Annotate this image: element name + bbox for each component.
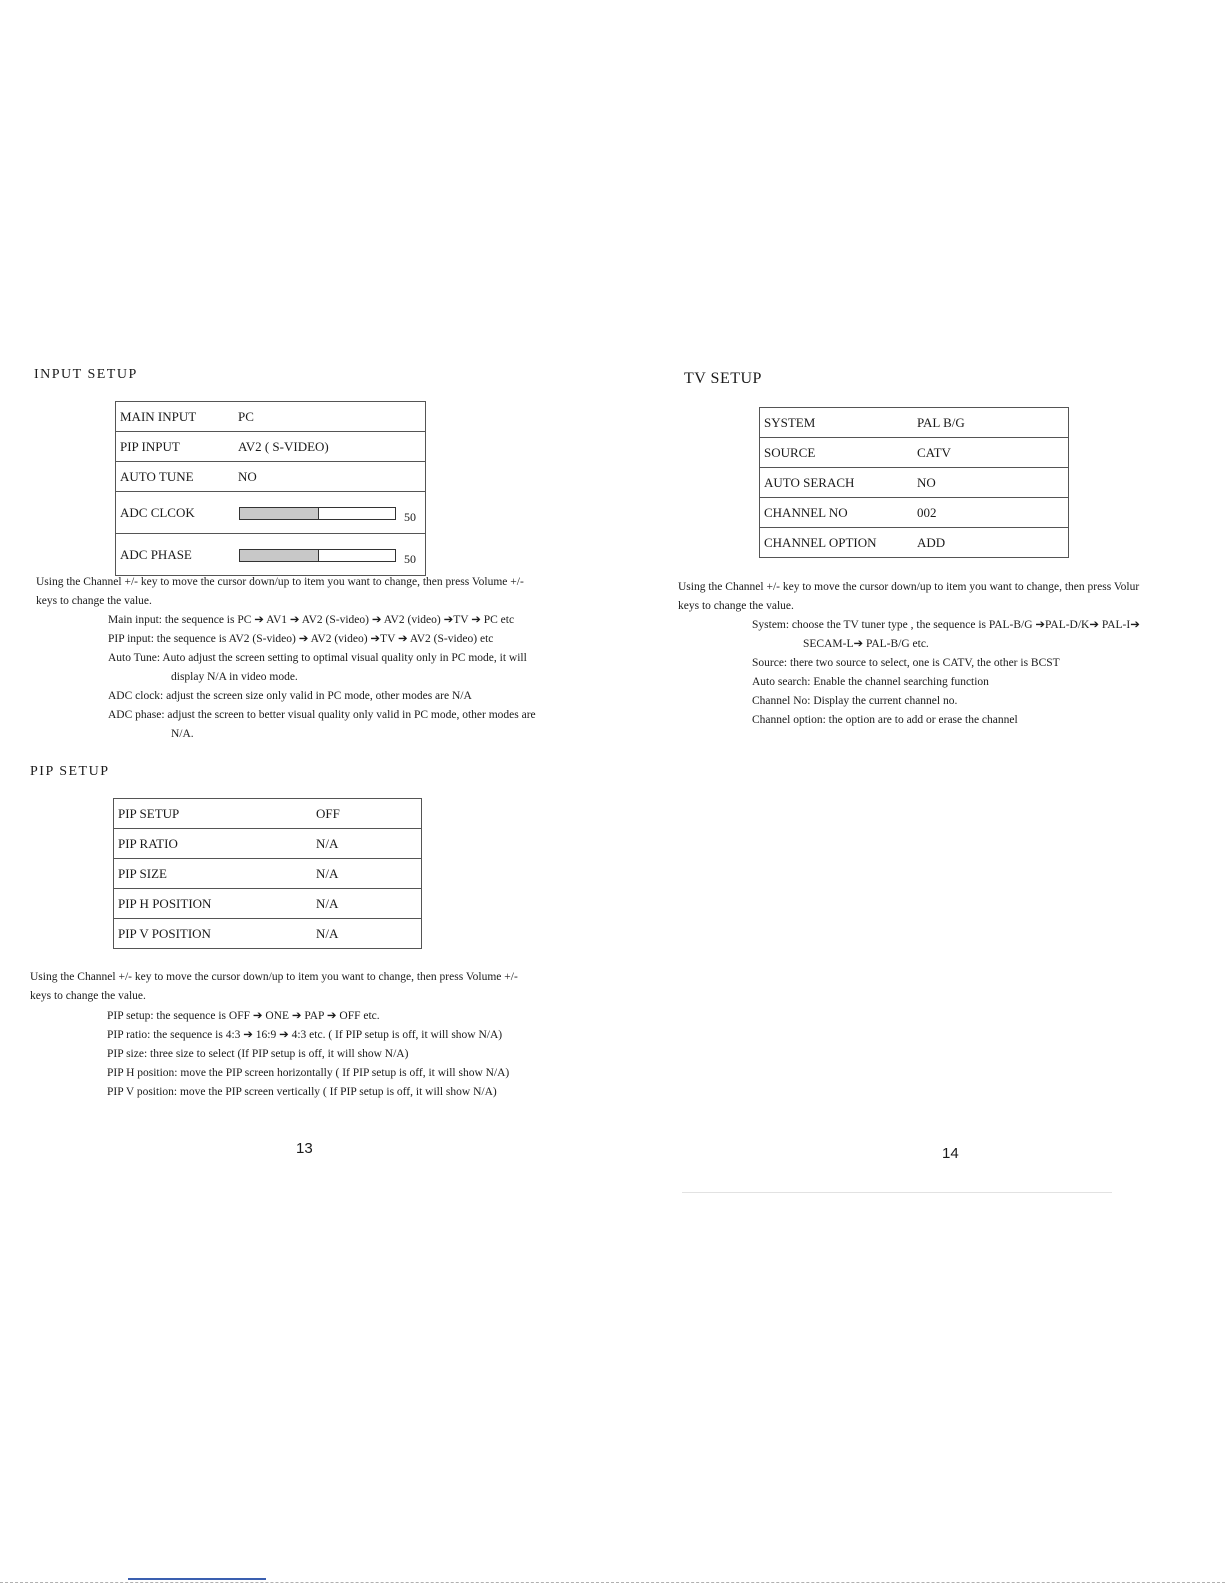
table-row <box>116 432 426 462</box>
slider-value: 50 <box>404 551 416 566</box>
tv-setup-table <box>759 407 1069 558</box>
table-row <box>114 829 422 859</box>
row-value: N/A <box>312 919 422 949</box>
table-row <box>116 534 426 576</box>
row-value: N/A <box>312 889 422 919</box>
list-item: ADC phase: adjust the screen to better visual quality only valid in PC mode, other modes are <box>108 709 536 721</box>
row-label: PIP RATIO <box>114 829 313 859</box>
row-label: PIP SIZE <box>114 859 313 889</box>
list-item: PIP ratio: the sequence is 4:3 ➔ 16:9 ➔ 4:3 etc. ( If PIP setup is off, it will show N/A) <box>107 1029 503 1041</box>
list-item: Auto Tune: Auto adjust the screen setting to optimal visual quality only in PC mode, it will <box>108 652 527 664</box>
slider-fill <box>240 550 319 561</box>
list-item: PIP setup: the sequence is OFF ➔ ONE ➔ PAP ➔ OFF etc. <box>107 1010 380 1022</box>
table-row <box>760 438 1069 468</box>
table-row <box>760 498 1069 528</box>
page-number: 14 <box>942 1145 959 1162</box>
row-label: ADC PHASE <box>116 534 235 576</box>
row-value: N/A <box>312 859 422 889</box>
input-setup-heading: INPUT SETUP <box>34 367 138 382</box>
row-label: CHANNEL NO <box>760 498 914 528</box>
row-label: SYSTEM <box>760 408 914 438</box>
pip-setup-descriptions <box>107 1007 577 1102</box>
list-item: Channel option: the option are to add or erase the channel <box>752 714 1018 726</box>
table-row <box>114 799 422 829</box>
table-row <box>116 402 426 432</box>
list-item: ADC clock: adjust the screen size only valid in PC mode, other modes are N/A <box>108 690 472 702</box>
intro-line: Using the Channel +/- key to move the cursor down/up to item you want to change, then press Volume +/- <box>30 971 518 983</box>
input-setup-table <box>115 401 426 576</box>
list-item: N/A. <box>171 728 194 740</box>
page-divider <box>682 1192 1112 1193</box>
intro-line: Using the Channel +/- key to move the cursor down/up to item you want to change, then press Volume +/- <box>36 576 524 588</box>
intro-line: keys to change the value. <box>36 595 152 607</box>
row-value: NO <box>234 462 426 492</box>
row-value: AV2 ( S-VIDEO) <box>234 432 426 462</box>
table-row <box>760 408 1069 438</box>
row-value <box>234 492 426 534</box>
row-value: NO <box>913 468 1069 498</box>
row-value: N/A <box>312 829 422 859</box>
intro-line: keys to change the value. <box>678 600 794 612</box>
pip-setup-table <box>113 798 422 949</box>
row-label: ADC CLCOK <box>116 492 235 534</box>
row-value: PAL B/G <box>913 408 1069 438</box>
input-setup-descriptions <box>108 611 578 744</box>
input-setup-intro <box>36 573 591 611</box>
row-label: PIP INPUT <box>116 432 235 462</box>
list-item: PIP size: three size to select (If PIP setup is off, it will show N/A) <box>107 1048 409 1060</box>
row-label: CHANNEL OPTION <box>760 528 914 558</box>
intro-line: keys to change the value. <box>30 990 146 1002</box>
tv-setup-heading: TV SETUP <box>684 370 762 387</box>
list-item: Source: there two source to select, one is CATV, the other is BCST <box>752 657 1060 669</box>
list-item: display N/A in video mode. <box>171 671 298 683</box>
table-row <box>116 462 426 492</box>
row-label: SOURCE <box>760 438 914 468</box>
right-page <box>612 0 1225 1585</box>
scan-edge-mark <box>128 1578 266 1580</box>
row-value: CATV <box>913 438 1069 468</box>
list-item: Auto search: Enable the channel searching function <box>752 676 989 688</box>
pip-setup-intro <box>30 968 585 1006</box>
table-row <box>114 889 422 919</box>
row-value: OFF <box>312 799 422 829</box>
list-item: PIP input: the sequence is AV2 (S-video) ➔ AV2 (video) ➔TV ➔ AV2 (S-video) etc <box>108 633 494 645</box>
list-item: PIP V position: move the PIP screen vertically ( If PIP setup is off, it will show N/A) <box>107 1086 497 1098</box>
table-row <box>114 859 422 889</box>
pip-setup-heading: PIP SETUP <box>30 764 110 779</box>
list-item: Main input: the sequence is PC ➔ AV1 ➔ AV2 (S-video) ➔ AV2 (video) ➔TV ➔ PC etc <box>108 614 515 626</box>
row-label: PIP SETUP <box>114 799 313 829</box>
slider-fill <box>240 508 319 519</box>
slider-value: 50 <box>404 509 416 524</box>
table-row <box>760 468 1069 498</box>
row-value: PC <box>234 402 426 432</box>
scan-edge-line <box>0 1582 1225 1583</box>
tv-setup-descriptions <box>752 616 1222 730</box>
row-label: AUTO SERACH <box>760 468 914 498</box>
row-value: 002 <box>913 498 1069 528</box>
row-value <box>234 534 426 576</box>
intro-line: Using the Channel +/- key to move the cursor down/up to item you want to change, then press Volur <box>678 581 1140 593</box>
table-row <box>114 919 422 949</box>
tv-setup-intro <box>678 578 1223 616</box>
row-label: PIP V POSITION <box>114 919 313 949</box>
list-item: SECAM-L➔ PAL-B/G etc. <box>803 638 929 650</box>
adc-clock-slider <box>239 507 396 520</box>
row-label: AUTO TUNE <box>116 462 235 492</box>
list-item: Channel No: Display the current channel no. <box>752 695 958 707</box>
row-label: MAIN INPUT <box>116 402 235 432</box>
list-item: System: choose the TV tuner type , the sequence is PAL-B/G ➔PAL-D/K➔ PAL-I➔ <box>752 619 1140 631</box>
table-row <box>116 492 426 534</box>
adc-phase-slider <box>239 549 396 562</box>
table-row <box>760 528 1069 558</box>
left-page <box>0 0 600 1585</box>
row-value: ADD <box>913 528 1069 558</box>
row-label: PIP H POSITION <box>114 889 313 919</box>
page-number: 13 <box>296 1140 313 1157</box>
list-item: PIP H position: move the PIP screen horizontally ( If PIP setup is off, it will show N/A) <box>107 1067 510 1079</box>
